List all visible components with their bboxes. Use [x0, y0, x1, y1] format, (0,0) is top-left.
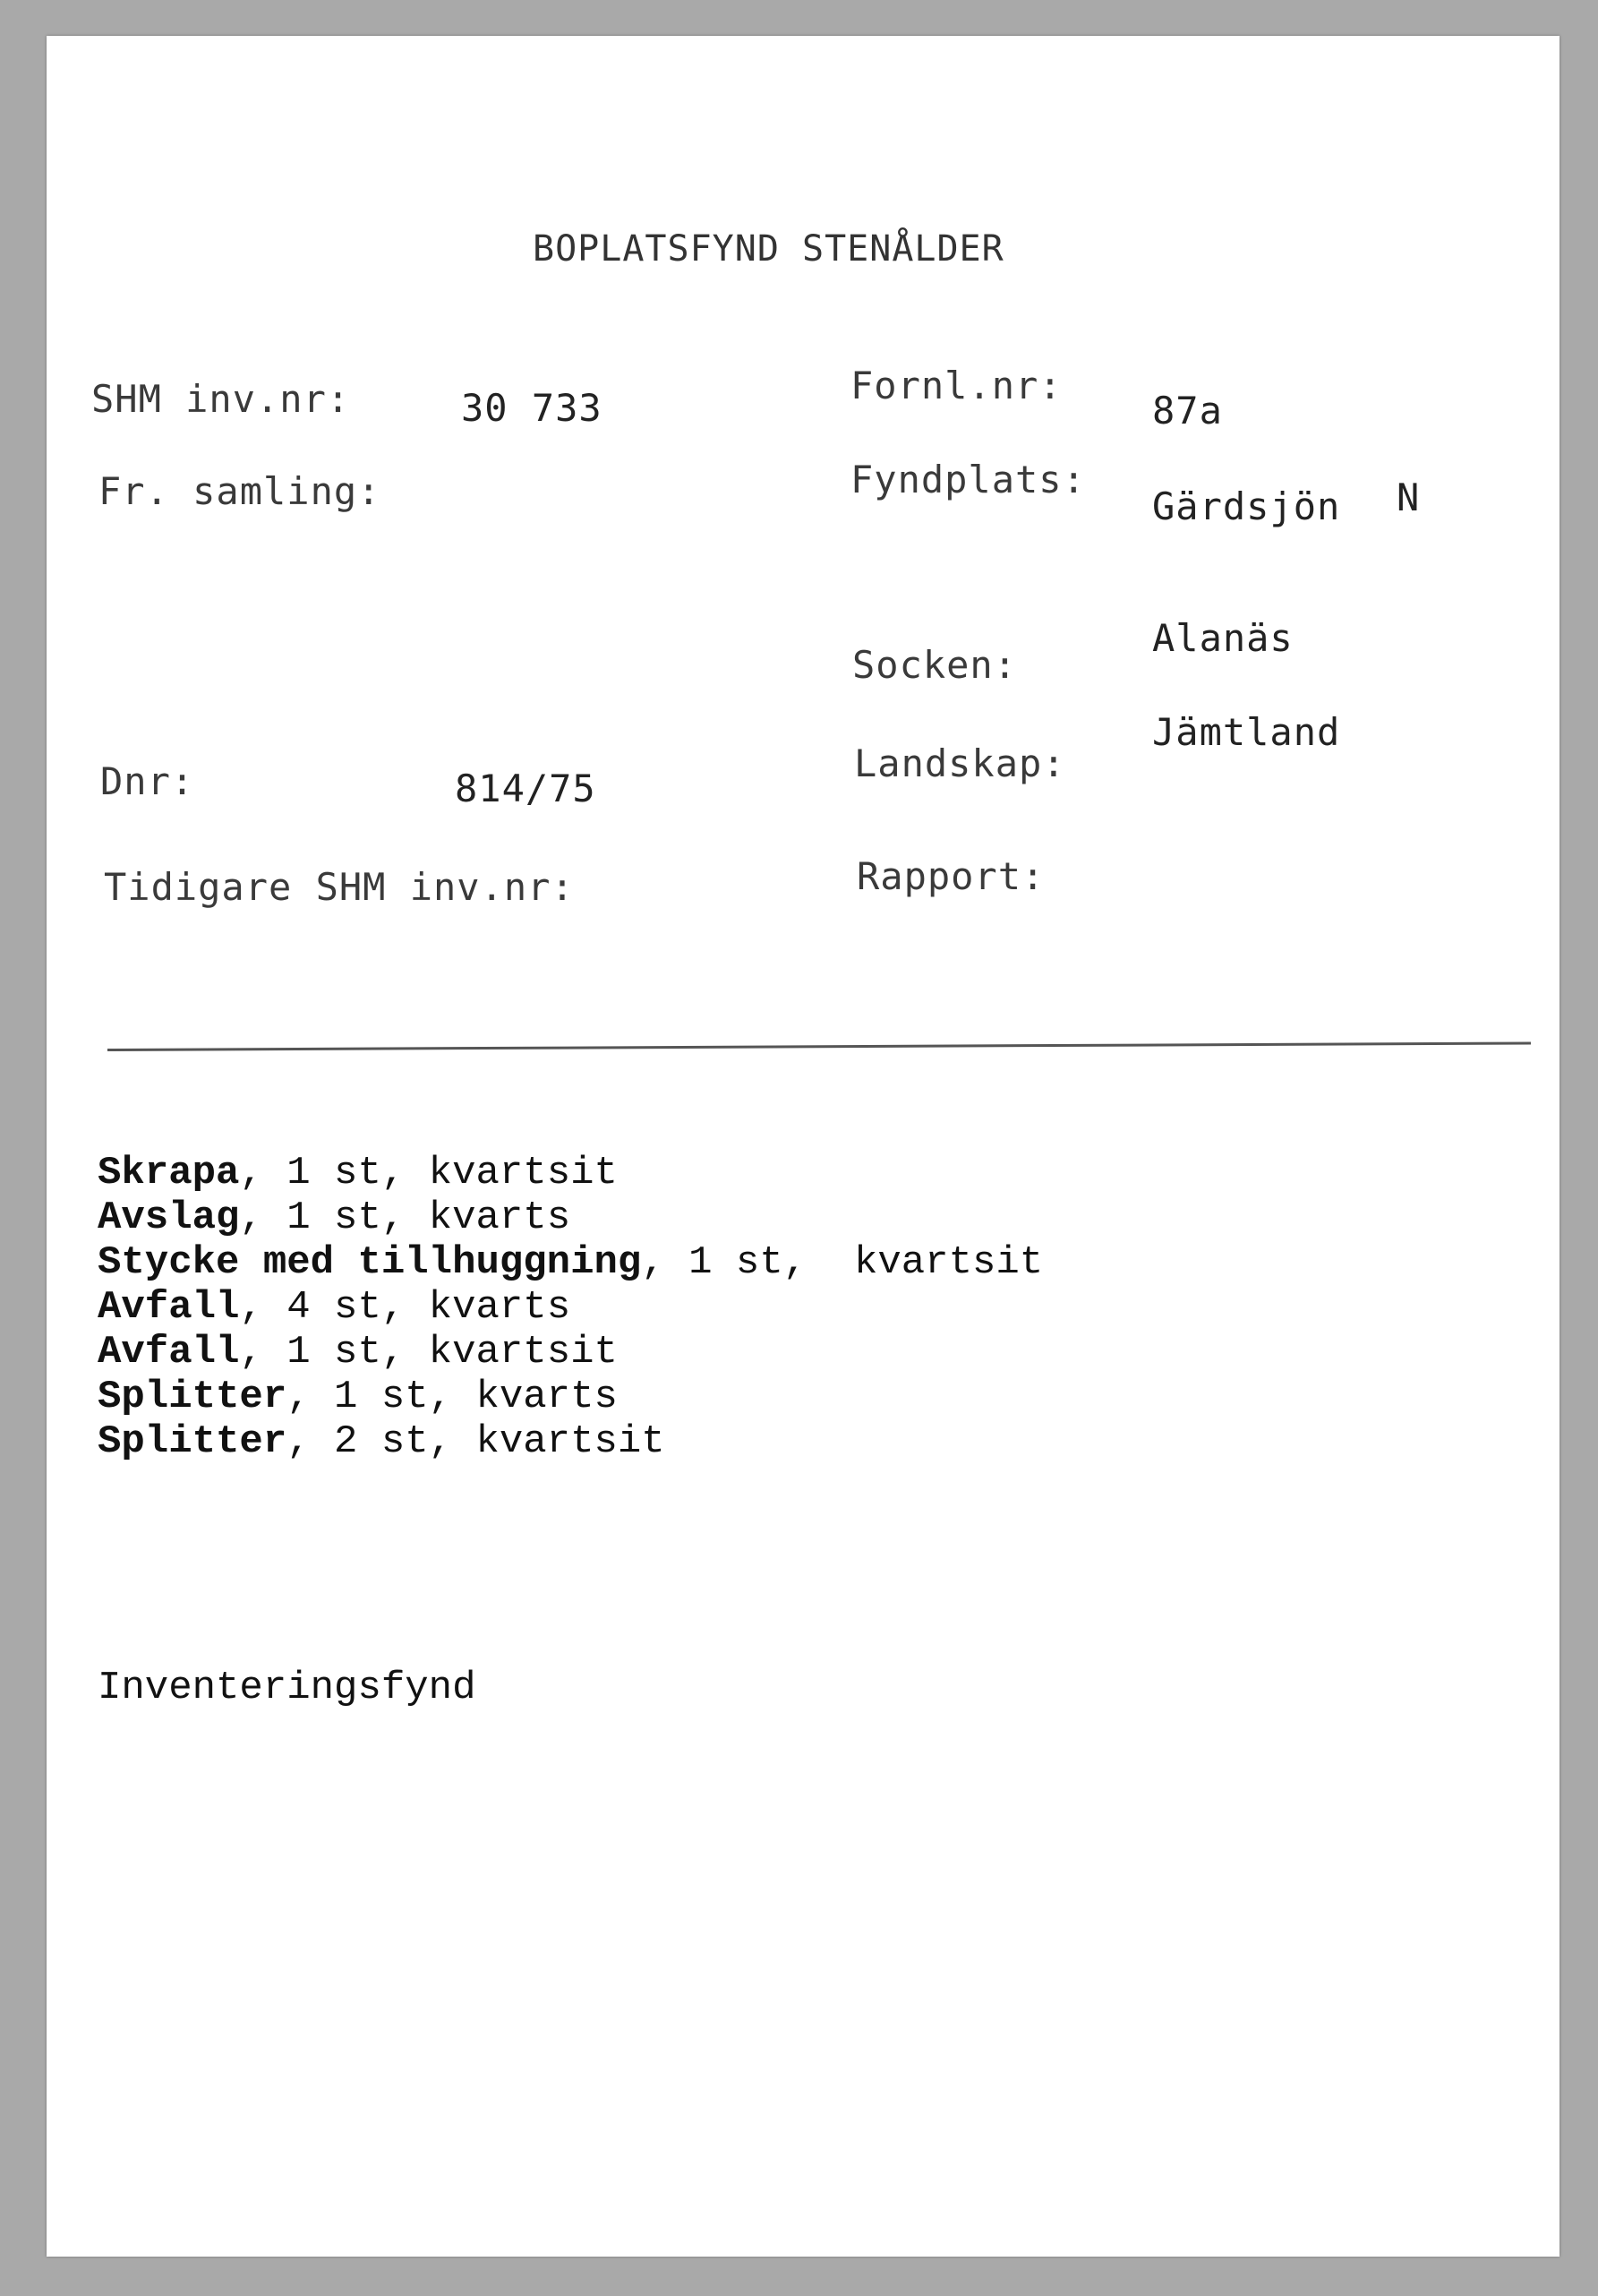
- find-detail: , 4 st, kvarts: [239, 1285, 571, 1330]
- divider-line: [107, 1042, 1531, 1051]
- socken-label: Socken:: [852, 643, 1018, 687]
- shm-inv-value: 30 733: [461, 386, 602, 430]
- list-item: [98, 1195, 1043, 1240]
- fornl-value: 87a: [1152, 389, 1223, 433]
- dnr-value: 814/75: [455, 767, 596, 810]
- list-item: [98, 1285, 1043, 1330]
- list-item: [98, 1419, 1043, 1464]
- find-name: Splitter: [98, 1375, 287, 1419]
- find-detail: , 1 st, kvarts: [286, 1375, 618, 1419]
- find-name: Splitter: [98, 1419, 287, 1464]
- fr-samling-label: Fr. samling:: [98, 469, 381, 513]
- find-name: Skrapa: [98, 1151, 240, 1195]
- fyndplats-label: Fyndplats:: [850, 458, 1086, 501]
- fornl-label: Fornl.nr:: [850, 364, 1063, 407]
- list-item: [98, 1151, 1043, 1195]
- list-item: [98, 1330, 1043, 1375]
- inventory-note: Inventeringsfynd: [98, 1666, 476, 1710]
- find-detail: , 1 st, kvartsit: [239, 1151, 618, 1195]
- find-name: Avfall: [98, 1285, 240, 1330]
- find-name: Avslag: [98, 1195, 240, 1240]
- fyndplats-suffix: N: [1397, 475, 1421, 519]
- list-item: [98, 1375, 1043, 1419]
- find-detail: , 1 st, kvarts: [239, 1195, 571, 1240]
- landskap-label: Landskap:: [854, 741, 1066, 785]
- find-name: Stycke med tillhuggning: [98, 1240, 642, 1285]
- find-detail: , 1 st, kvartsit: [641, 1240, 1044, 1285]
- find-detail: , 1 st, kvartsit: [239, 1330, 618, 1375]
- index-card: [47, 36, 1560, 2257]
- list-item: [98, 1240, 1043, 1285]
- card-title: BOPLATSFYND STENÅLDER: [533, 228, 1004, 270]
- socken-value: Alanäs: [1152, 616, 1294, 660]
- finds-list: [98, 1151, 1043, 1464]
- shm-inv-label: SHM inv.nr:: [91, 377, 351, 421]
- dnr-label: Dnr:: [100, 759, 195, 803]
- tidigare-shm-label: Tidigare SHM inv.nr:: [104, 865, 575, 909]
- fyndplats-value: Gärdsjön: [1152, 484, 1341, 528]
- find-name: Avfall: [98, 1330, 240, 1375]
- find-detail: , 2 st, kvartsit: [286, 1419, 665, 1464]
- rapport-label: Rapport:: [857, 854, 1046, 898]
- landskap-value: Jämtland: [1152, 710, 1341, 754]
